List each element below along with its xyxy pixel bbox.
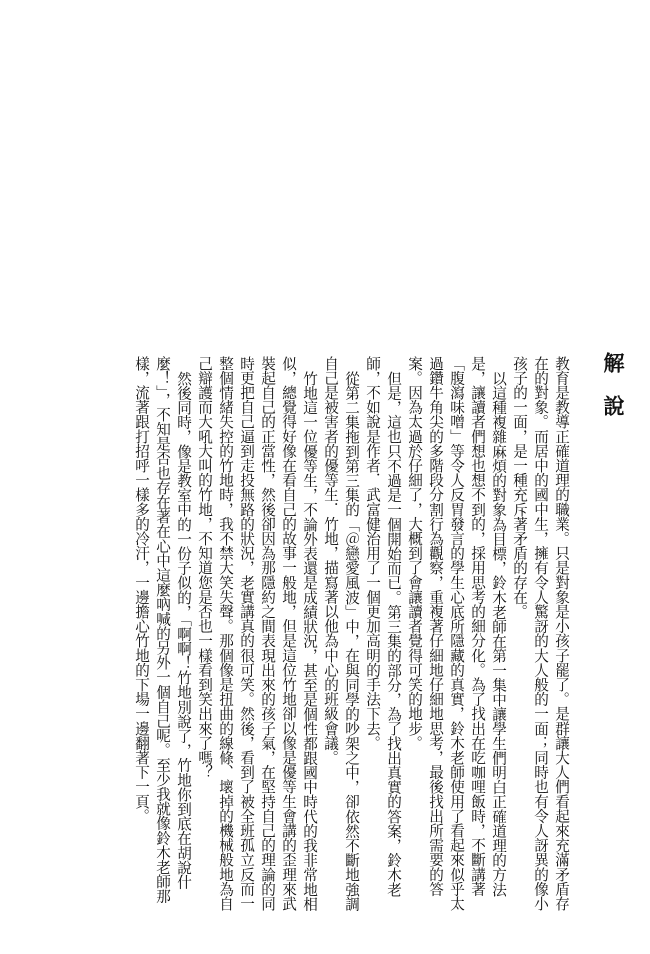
paragraph-5: 竹地這一位優等生，不論外表還是成績狀況，甚至是個性都跟國中時代的我非常地相似，總覺得好像在看自己的故事一般地，但是這位竹地卻以像是優等生會講的歪理來武裝起自己的正當性，然後卻因為那隱約之間表現出來的孩子氣，在堅持自己的理論的同時更把自己逼到走投無路的狀況，老實講真的很可笑。然後，看到了被全班孤立反而一整個情緒失控的竹地時，我不禁大笑失聲。那個像是扭曲的線條、壞掉的機械般地為自己辯護而大吼大叫的竹地，不知道您是否也一樣看到笑出來了嗎？ — [196, 356, 318, 911]
paragraph-1: 教育是教導正確道理的職業。只是對象是小孩子罷了。是群讓大人們看起來充滿矛盾存在的對象。而居中的國中生，擁有令人驚訝的大人般的一面；同時也有令人訝異的像小孩子的一面，是一種充斥著矛盾的存在。 — [511, 356, 570, 911]
body-text — [131, 356, 572, 916]
paragraph-2: 以這種複雜麻煩的對象為目標，鈴木老師在第一集中讓學生們明白正確道理的方法是，讓讀者們想也想不到的，採用思考的細分化。為了找出在吃咖哩飯時，不斷講著「腹瀉味噌」等令人反胃發言的學生心底所隱藏的真實，鈴木老師使用了看起來似乎太過鑽牛角尖的多階段分割行為觀察，重複著仔細地仔細地思考，最後找出所需要的答案。因為太過於仔細了，大概到了會讓讀者覺得可笑的地步。 — [406, 356, 507, 911]
section-title: 解說 — [601, 352, 625, 438]
paragraph-6: 然後同時，像是教室中的一份子似的，「啊啊！竹地別說了，竹地你到底在胡說什麼！」，不知是否也存在著在心中這麼吶喊的另外一個自己呢。至少我就像鈴木老師那樣，流著跟打招呼一樣多的冷汗，一邊擔心竹地的下場一邊翻著下一頁。 — [133, 356, 192, 904]
paragraph-4: 從第二集拖到第三集的「＠戀愛風波」中，在與同學的吵架之中，卻依然不斷地強調自己是被害者的優等生．竹地，描寫著以他為中心的班級會議。 — [322, 356, 360, 911]
paragraph-3: 但是，這也只不過是一個開始而已。第三集的部分，為了找出真實的答案，鈴木老師，不如說是作者．武富健治用了一個更加高明的手法下去。 — [364, 356, 402, 897]
